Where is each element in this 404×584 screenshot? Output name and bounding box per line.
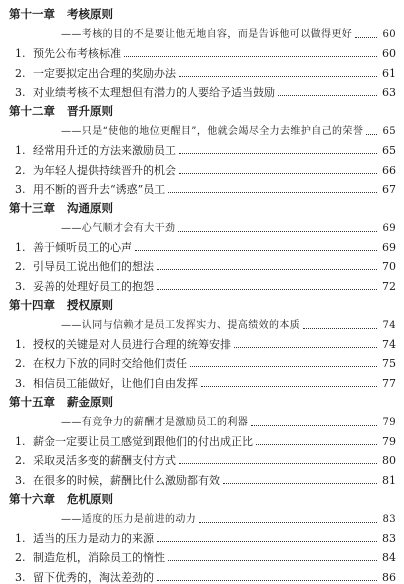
page-number: 80 <box>382 454 396 468</box>
item-number: 2. <box>15 454 26 468</box>
toc-item-line <box>9 351 396 370</box>
item-title: 用不断的晋升去“诱惑”员工 <box>33 182 166 196</box>
page-number: 65 <box>382 144 396 158</box>
item-number: 1. <box>15 434 26 448</box>
item-number: 1. <box>15 144 26 158</box>
dot-leader <box>251 425 377 426</box>
toc-item-line <box>9 60 396 79</box>
item-number: 2. <box>15 357 26 371</box>
chapter-title: 晋升原则 <box>67 105 113 119</box>
item-title: 留下优秀的，淘汰差劲的 <box>33 570 154 584</box>
chapter-subtitle: ——只是“使他的地位更醒目”，他就会竭尽全力去维护自己的荣誉 <box>61 125 364 137</box>
item-number: 2. <box>15 163 26 177</box>
page-number: 74 <box>382 338 396 352</box>
item-number: 2. <box>15 551 26 565</box>
item-number: 3. <box>15 473 26 487</box>
dot-leader <box>179 153 377 154</box>
dot-leader <box>178 231 377 232</box>
item-number: 3. <box>15 279 26 293</box>
page-number: 61 <box>382 66 396 80</box>
item-title: 一定要拟定出合理的奖励办法 <box>33 66 176 80</box>
dot-leader <box>157 269 377 270</box>
toc-chapter-line <box>9 196 396 215</box>
page-number: 60 <box>382 47 396 61</box>
item-title: 授权的关键是对人员进行合理的统筹安排 <box>33 338 231 352</box>
toc-item-line <box>9 138 396 157</box>
item-title: 妥善的处理好员工的抱怨 <box>33 279 154 293</box>
page-number: 63 <box>382 85 396 99</box>
chapter-subtitle: ——考核的目的不是要让他无地自容，而是告诉他可以做得更好 <box>61 28 353 40</box>
chapter-title: 授权原则 <box>67 299 113 313</box>
item-title: 经常用升迁的方法来激励员工 <box>33 144 176 158</box>
item-title: 预先公布考核标准 <box>33 47 121 61</box>
toc-item-line <box>9 526 396 545</box>
dot-leader <box>179 173 377 174</box>
page-number: 74 <box>382 319 396 331</box>
dot-leader <box>355 37 377 38</box>
item-number: 3. <box>15 376 26 390</box>
item-title: 在很多的时候，薪酬比什么激励都有效 <box>33 473 220 487</box>
item-title: 相信员工能做好，让他们自由发挥 <box>33 376 198 390</box>
toc-item-line <box>9 177 396 196</box>
toc-item-line <box>9 332 396 351</box>
dot-leader <box>157 580 377 581</box>
dot-leader <box>234 347 377 348</box>
chapter-number: 第十二章 <box>9 104 55 119</box>
dot-leader <box>303 328 377 329</box>
chapter-number: 第十四章 <box>9 298 55 313</box>
dot-leader <box>179 76 377 77</box>
dot-leader <box>168 560 377 561</box>
dot-leader <box>124 56 377 57</box>
item-title: 采取灵活多变的薪酬支付方式 <box>33 454 176 468</box>
toc-item-line <box>9 157 396 176</box>
toc-item-line <box>9 370 396 389</box>
page-number: 70 <box>382 260 396 274</box>
item-number: 3. <box>15 182 26 196</box>
page-number: 83 <box>382 513 396 525</box>
page-number: 79 <box>382 434 396 448</box>
item-number: 3. <box>15 570 26 584</box>
toc-subtitle-line <box>9 215 396 234</box>
dot-leader <box>179 463 377 464</box>
toc-item-line <box>9 41 396 60</box>
dot-leader <box>157 289 377 290</box>
dot-leader <box>199 522 377 523</box>
item-number: 1. <box>15 338 26 352</box>
item-title: 为年轻人提供持续晋升的机会 <box>33 163 176 177</box>
toc-item-line <box>9 448 396 467</box>
item-number: 1. <box>15 531 26 545</box>
item-title: 适当的压力是动力的来源 <box>33 531 154 545</box>
item-title: 薪金一定要让员工感觉到跟他们的付出成正比 <box>33 434 253 448</box>
toc-item-line <box>9 273 396 292</box>
dot-leader <box>278 95 377 96</box>
toc-item-line <box>9 235 396 254</box>
chapter-number: 第十五章 <box>9 395 55 410</box>
item-number: 1. <box>15 47 26 61</box>
page-number: 84 <box>382 551 396 565</box>
dot-leader <box>201 386 377 387</box>
page-number: 81 <box>382 473 396 487</box>
chapter-subtitle: ——有竞争力的薪酬才是激励员工的利器 <box>61 416 249 428</box>
chapter-subtitle: ——心气顺才会有大干劲 <box>61 222 176 234</box>
item-title: 制造危机，消除员工的惰性 <box>33 551 165 565</box>
page-number: 79 <box>382 416 396 428</box>
page-number: 86 <box>382 570 396 584</box>
page-number: 67 <box>382 182 396 196</box>
item-number: 1. <box>15 241 26 255</box>
chapter-number: 第十一章 <box>9 7 55 22</box>
item-number: 3. <box>15 85 26 99</box>
page-number: 66 <box>382 163 396 177</box>
chapter-subtitle: ——认同与信赖才是员工发挥实力、提高绩效的本质 <box>61 319 301 331</box>
toc-chapter-line <box>9 99 396 118</box>
toc-subtitle-line <box>9 312 396 331</box>
toc-subtitle-line <box>9 118 396 137</box>
chapter-title: 考核原则 <box>67 8 113 22</box>
dot-leader <box>223 483 377 484</box>
toc-item-line <box>9 564 396 583</box>
page-number: 83 <box>382 531 396 545</box>
page-number: 69 <box>382 222 396 234</box>
dot-leader <box>168 192 377 193</box>
dot-leader <box>190 366 377 367</box>
chapter-subtitle: ——适度的压力是前进的动力 <box>61 513 197 525</box>
chapter-number: 第十六章 <box>9 492 55 507</box>
toc-subtitle-line <box>9 21 396 40</box>
chapter-title: 沟通原则 <box>67 202 113 216</box>
toc-chapter-line <box>9 390 396 409</box>
chapter-title: 薪金原则 <box>67 396 113 410</box>
item-title: 善于倾听员工的心声 <box>33 241 132 255</box>
toc-chapter-line <box>9 293 396 312</box>
dot-leader <box>157 541 377 542</box>
toc-subtitle-line <box>9 506 396 525</box>
toc-chapter-line <box>9 2 396 21</box>
chapter-title: 危机原则 <box>67 493 113 507</box>
page-number: 69 <box>382 241 396 255</box>
chapter-number: 第十三章 <box>9 201 55 216</box>
page-number: 77 <box>382 376 396 390</box>
page-number: 60 <box>382 28 396 40</box>
item-title: 在权力下放的同时交给他们责任 <box>33 357 187 371</box>
dot-leader <box>135 250 377 251</box>
toc-subtitle-line <box>9 409 396 428</box>
item-title: 引导员工说出他们的想法 <box>33 260 154 274</box>
page-number: 65 <box>382 125 396 137</box>
page-number: 75 <box>382 357 396 371</box>
toc-item-line <box>9 429 396 448</box>
dot-leader <box>256 444 377 445</box>
dot-leader <box>366 134 377 135</box>
toc-item-line <box>9 254 396 273</box>
toc-item-line <box>9 467 396 486</box>
page-number: 72 <box>382 279 396 293</box>
item-number: 2. <box>15 260 26 274</box>
item-number: 2. <box>15 66 26 80</box>
toc-chapter-line <box>9 487 396 506</box>
toc-item-line <box>9 80 396 99</box>
item-title: 对业绩考核不太理想但有潜力的人要给予适当鼓励 <box>33 85 275 99</box>
